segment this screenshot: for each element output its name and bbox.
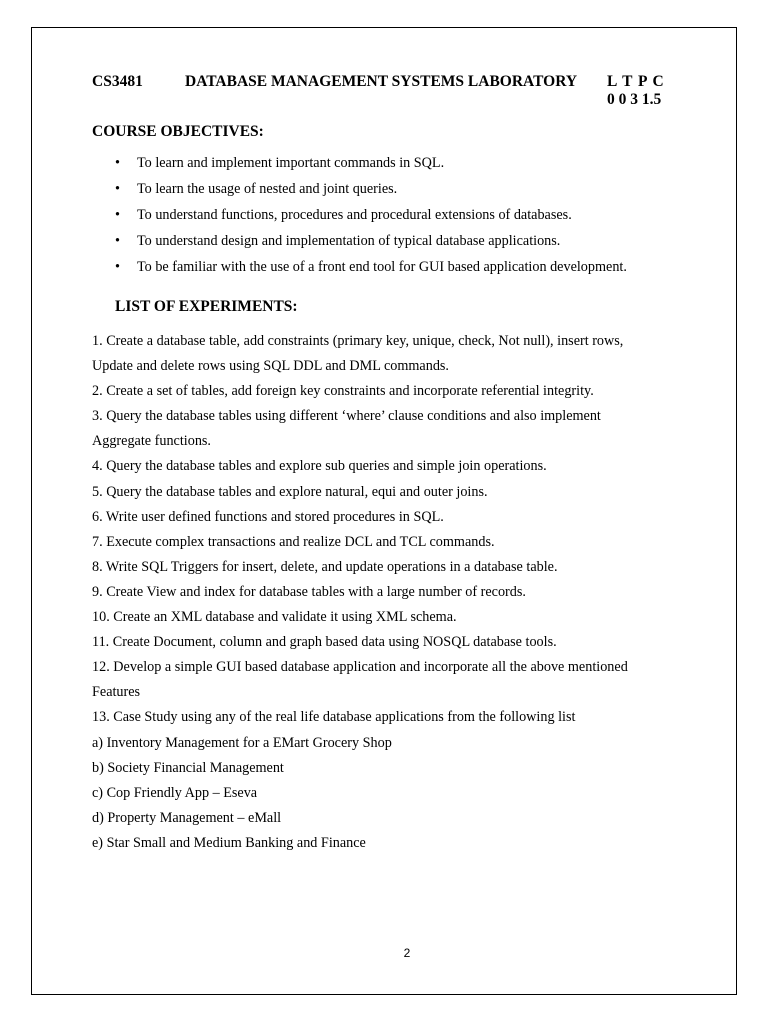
list-of-experiments-heading: LIST OF EXPERIMENTS: — [115, 298, 298, 315]
bullet-icon: • — [115, 233, 120, 249]
experiment-line: 9. Create View and index for database tables with a large number of records. — [92, 583, 526, 600]
course-objectives-heading: COURSE OBJECTIVES: — [92, 123, 264, 140]
experiment-line: 2. Create a set of tables, add foreign key constraints and incorporate referential integrity. — [92, 383, 594, 400]
case-study-option: e) Star Small and Medium Banking and Finance — [92, 834, 366, 851]
experiment-line: Update and delete rows using SQL DDL and DML commands. — [92, 358, 449, 375]
experiment-line: 4. Query the database tables and explore sub queries and simple join operations. — [92, 458, 547, 475]
experiment-line: 12. Develop a simple GUI based database application and incorporate all the above mentioned — [92, 659, 628, 676]
bullet-icon: • — [115, 181, 120, 197]
bullet-icon: • — [115, 155, 120, 171]
ltpc-label: L T P C — [607, 73, 665, 90]
objective-item — [92, 207, 627, 233]
experiments-list — [92, 332, 692, 859]
bullet-icon: • — [115, 259, 120, 275]
objective-item — [92, 155, 627, 181]
objectives-list — [92, 155, 627, 285]
experiment-line: 5. Query the database tables and explore natural, equi and outer joins. — [92, 483, 488, 500]
experiment-line: 1. Create a database table, add constraints (primary key, unique, check, Not null), insert rows, — [92, 333, 624, 349]
case-study-option: c) Cop Friendly App – Eseva — [92, 784, 258, 801]
objective-item — [92, 181, 627, 207]
experiment-line: 11. Create Document, column and graph based data using NOSQL database tools. — [92, 634, 557, 651]
experiment-line: 13. Case Study using any of the real life database applications from the following list — [92, 709, 576, 726]
objective-text: To be familiar with the use of a front end tool for GUI based application development. — [137, 259, 627, 275]
course-code: CS3481 — [92, 73, 143, 90]
objective-item — [92, 259, 627, 285]
objective-item — [92, 233, 627, 259]
case-study-option: d) Property Management – eMall — [92, 809, 282, 826]
ltpc-values: 0 0 3 1.5 — [607, 91, 662, 108]
experiment-line: 3. Query the database tables using different ‘where’ clause conditions and also implement — [92, 408, 601, 425]
bullet-icon: • — [115, 207, 120, 223]
objective-text: To understand design and implementation of typical database applications. — [137, 233, 561, 249]
course-title: DATABASE MANAGEMENT SYSTEMS LABORATORY — [185, 73, 578, 90]
page-number: 2 — [403, 946, 411, 960]
case-study-option: b) Society Financial Management — [92, 759, 284, 776]
experiment-line: 6. Write user defined functions and stored procedures in SQL. — [92, 508, 444, 525]
experiment-line: Aggregate functions. — [92, 433, 211, 450]
experiment-line: Features — [92, 684, 141, 701]
experiment-line: 10. Create an XML database and validate it using XML schema. — [92, 609, 457, 626]
objective-text: To learn and implement important commands in SQL. — [137, 155, 445, 171]
experiment-line: 8. Write SQL Triggers for insert, delete, and update operations in a database table. — [92, 558, 558, 575]
objective-text: To understand functions, procedures and procedural extensions of databases. — [137, 207, 572, 223]
case-study-option: a) Inventory Management for a EMart Grocery Shop — [92, 734, 392, 751]
objective-text: To learn the usage of nested and joint queries. — [137, 181, 398, 197]
experiment-line: 7. Execute complex transactions and realize DCL and TCL commands. — [92, 533, 495, 550]
